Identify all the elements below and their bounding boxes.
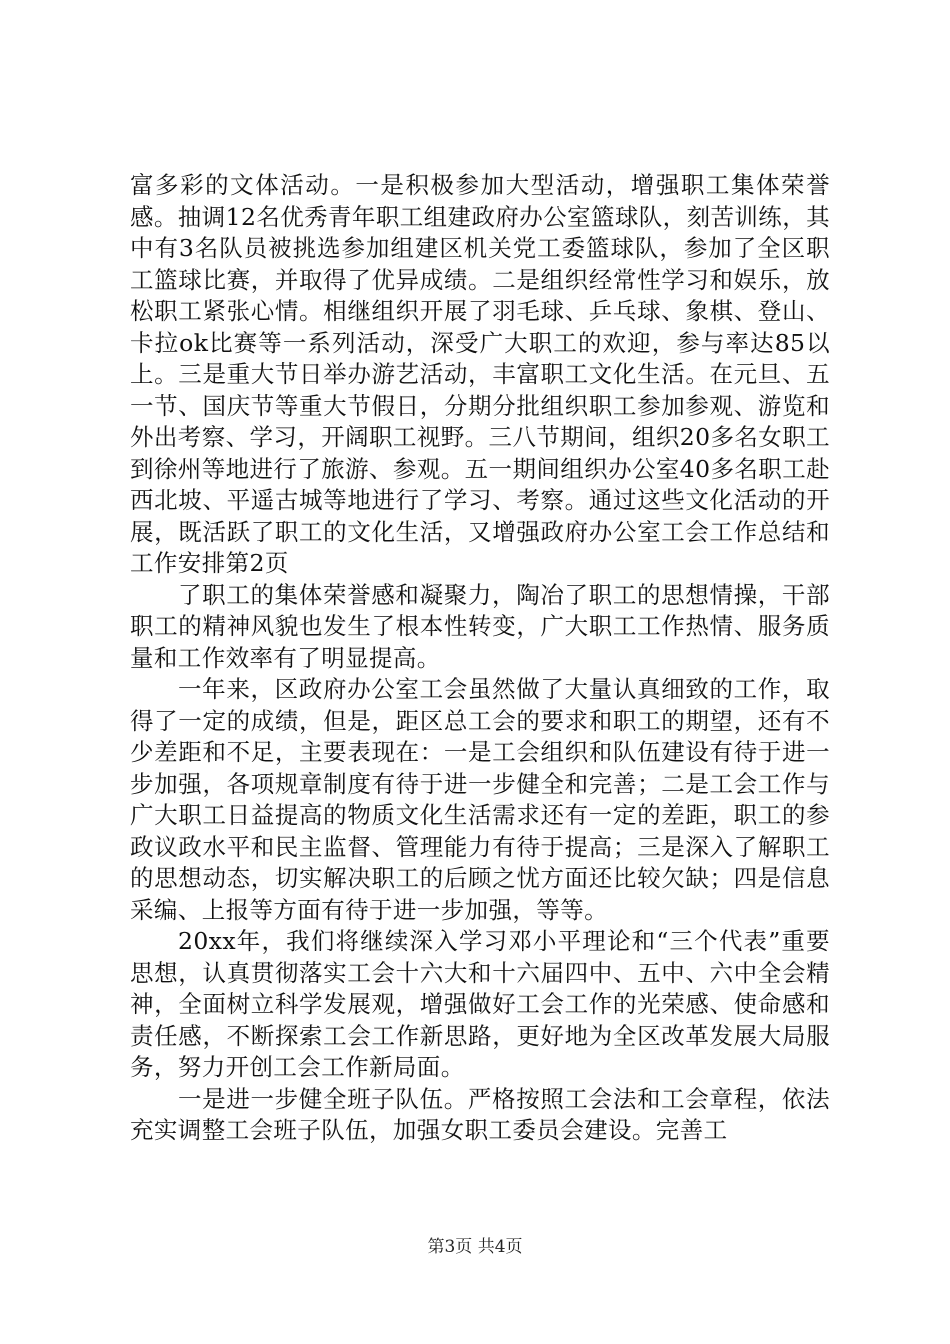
paragraph-1: 富多彩的文体活动。一是积极参加大型活动，增强职工集体荣誉感。抽调12名优秀青年职工组建政府办公室篮球队，刻苦训练，其中有3名队员被挑选参加组建区机关党工委篮球队，参加了全区职工篮球比赛，并取得了优异成绩。二是组织经常性学习和娱乐，放松职工紧张心情。相继组织开展了羽毛球、乒乓球、象棋、登山、卡拉ok比赛等一系列活动，深受广大职工的欢迎，参与率达85以上。三是重大节日举办游艺活动，丰富职工文化生活。在元旦、五一节、国庆节等重大节假日，分期分批组织职工参加参观、游览和外出考察、学习，开阔职工视野。三八节期间，组织20多名女职工到徐州等地进行了旅游、参观。五一期间组织办公室40多名职工赴西北坡、平遥古城等地进行了学习、考察。通过这些文化活动的开展，既活跃了职工的文化生活，又增强政府办公室工会工作总结和工作安排第2页 <box>130 171 830 577</box>
paragraph-2: 了职工的集体荣誉感和凝聚力，陶冶了职工的思想情操，干部职工的精神风貌也发生了根本性转变，广大职工工作热情、服务质量和工作效率有了明显提高。 <box>130 580 830 672</box>
paragraph-5: 一是进一步健全班子队伍。严格按照工会法和工会章程，依法充实调整工会班子队伍，加强女职工委员会建设。完善工 <box>130 1084 830 1144</box>
document-body <box>130 170 830 1147</box>
page-footer: 第3页 共4页 <box>427 1237 523 1257</box>
paragraph-3: 一年来，区政府办公室工会虽然做了大量认真细致的工作，取得了一定的成绩，但是，距区总工会的要求和职工的期望，还有不少差距和不足，主要表现在：一是工会组织和队伍建设有待于进一步加强，各项规章制度有待于进一步健全和完善；二是工会工作与广大职工日益提高的物质文化生活需求还有一定的差距，职工的参政议政水平和民主监督、管理能力有待于提高；三是深入了解职工的思想动态，切实解决职工的后顾之忧方面还比较欠缺；四是信息采编、上报等方面有待于进一步加强，等等。 <box>130 675 830 924</box>
paragraph-4: 20xx年，我们将继续深入学习邓小平理论和“三个代表”重要思想，认真贯彻落实工会十六大和十六届四中、五中、六中全会精神，全面树立科学发展观，增强做好工会工作的光荣感、使命感和责任感，不断探索工会工作新思路，更好地为全区改革发展大局服务，努力开创工会工作新局面。 <box>130 927 830 1081</box>
